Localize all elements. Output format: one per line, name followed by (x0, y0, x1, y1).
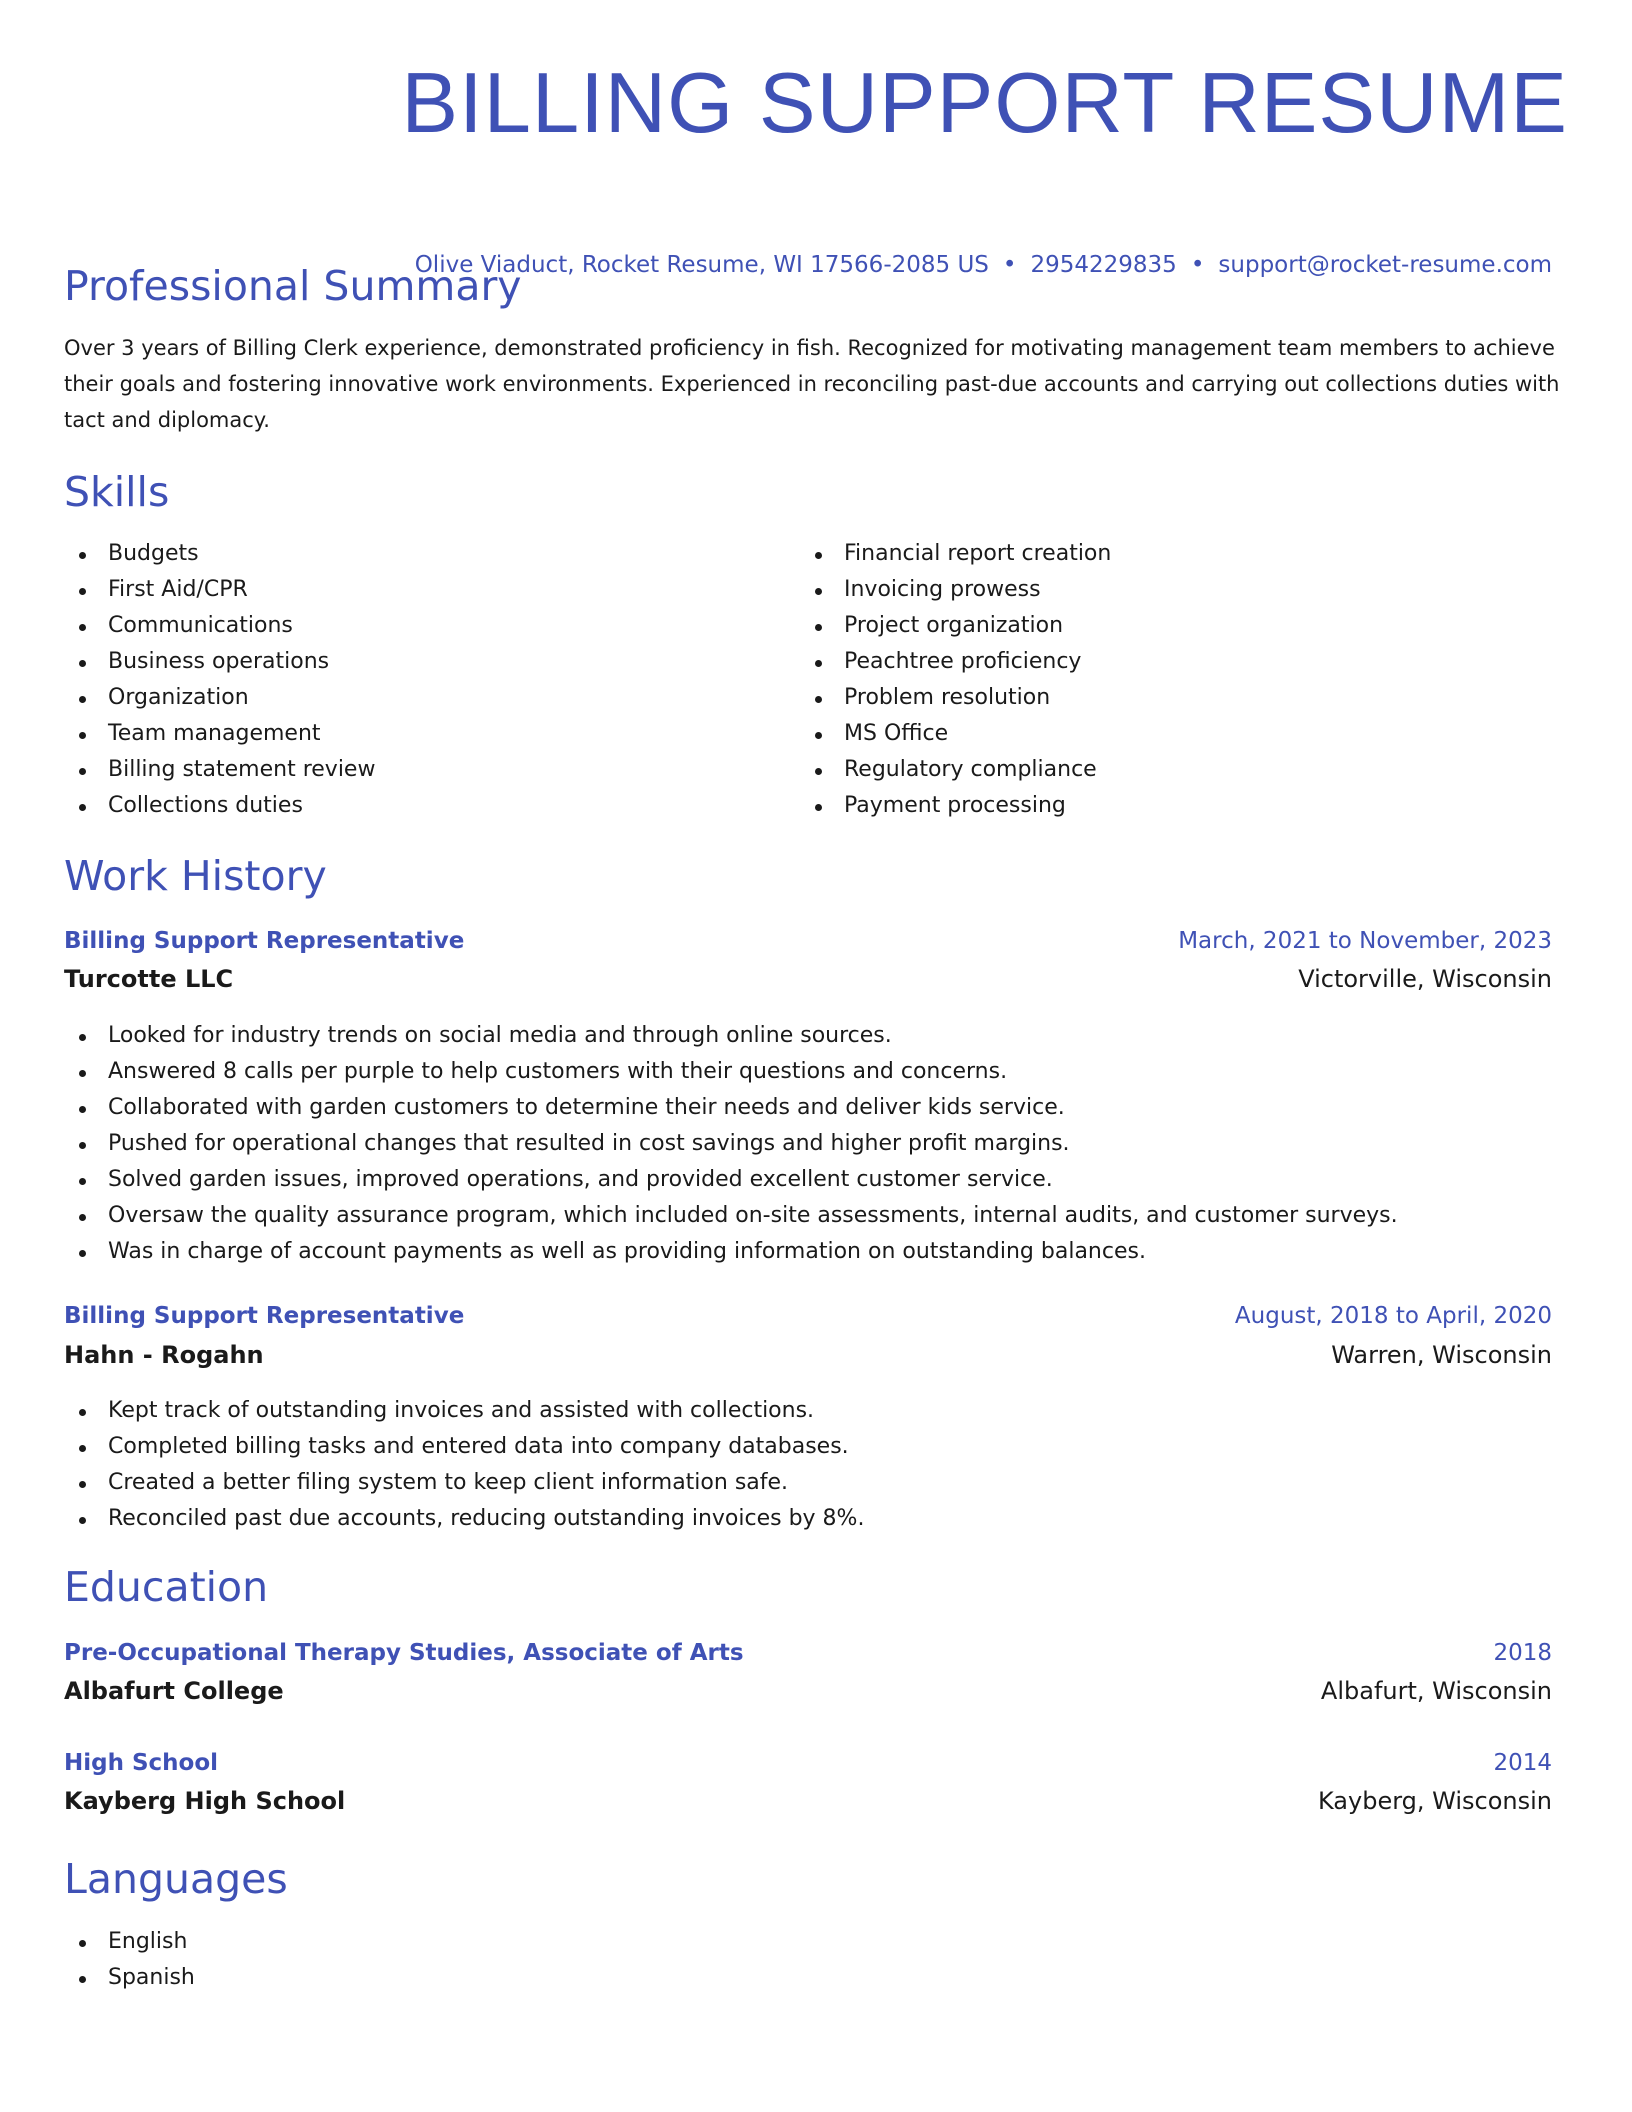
job-duty: Created a better filing system to keep client information safe. (64, 1465, 864, 1501)
contact-address: Olive Viaduct, Rocket Resume, WI 17566-2085 US (414, 252, 989, 278)
work-heading: Work History (64, 852, 327, 900)
job-duty: Solved garden issues, improved operations, and provided excellent customer service. (64, 1162, 1398, 1198)
skill-item: Project organization (800, 608, 1111, 644)
education-year: 2018 (1493, 1640, 1552, 1666)
education-degree: Pre-Occupational Therapy Studies, Associate of Arts (64, 1640, 744, 1666)
job-company: Hahn - Rogahn (64, 1341, 264, 1369)
job-duty: Oversaw the quality assurance program, which included on-site assessments, internal audits, and customer surveys. (64, 1198, 1398, 1234)
contact-separator: • (1002, 252, 1017, 278)
education-school: Albafurt College (64, 1677, 284, 1705)
job-header (64, 1303, 1552, 1329)
contact-line (415, 252, 1552, 278)
job-duty: Was in charge of account payments as well as providing information on outstanding balances. (64, 1234, 1398, 1270)
language-item: English (64, 1924, 195, 1960)
skills-list-left (64, 536, 375, 824)
languages-list (64, 1924, 195, 1996)
skill-item: Peachtree proficiency (800, 644, 1111, 680)
skill-item: First Aid/CPR (64, 572, 375, 608)
job-duty: Pushed for operational changes that resulted in cost savings and higher profit margins. (64, 1126, 1398, 1162)
job-duty: Collaborated with garden customers to determine their needs and deliver kids service. (64, 1090, 1398, 1126)
languages-heading: Languages (64, 1855, 288, 1903)
job-duty: Looked for industry trends on social media and through online sources. (64, 1018, 1398, 1054)
job-duties-list (64, 1018, 1398, 1270)
skill-item: Invoicing prowess (800, 572, 1111, 608)
job-duties-list (64, 1393, 864, 1537)
skill-item: Communications (64, 608, 375, 644)
education-heading: Education (64, 1563, 269, 1611)
contact-email: support@rocket-resume.com (1218, 252, 1552, 278)
job-location: Victorville, Wisconsin (1298, 965, 1552, 993)
job-duty: Reconciled past due accounts, reducing outstanding invoices by 8%. (64, 1501, 864, 1537)
skill-item: Problem resolution (800, 680, 1111, 716)
contact-separator: • (1190, 252, 1205, 278)
education-school-row (64, 1787, 1552, 1815)
job-duty: Completed billing tasks and entered data into company databases. (64, 1429, 864, 1465)
job-location: Warren, Wisconsin (1331, 1341, 1552, 1369)
job-header (64, 928, 1552, 954)
education-school-row (64, 1677, 1552, 1705)
education-year: 2014 (1493, 1750, 1552, 1776)
skill-item: Payment processing (800, 788, 1111, 824)
job-company: Turcotte LLC (64, 965, 234, 993)
job-duty: Kept track of outstanding invoices and assisted with collections. (64, 1393, 864, 1429)
skills-heading: Skills (64, 468, 170, 516)
education-school: Kayberg High School (64, 1787, 346, 1815)
skill-item: Collections duties (64, 788, 375, 824)
job-employer-row (64, 965, 1552, 993)
education-header (64, 1640, 1552, 1666)
contact-phone: 2954229835 (1030, 252, 1177, 278)
resume-title: BILLING SUPPORT RESUME (401, 56, 1568, 151)
skill-item: Financial report creation (800, 536, 1111, 572)
skill-item: Business operations (64, 644, 375, 680)
skill-item: MS Office (800, 716, 1111, 752)
education-location: Kayberg, Wisconsin (1317, 1787, 1552, 1815)
education-header (64, 1750, 1552, 1776)
skill-item: Team management (64, 716, 375, 752)
job-employer-row (64, 1341, 1552, 1369)
job-title: Billing Support Representative (64, 1303, 465, 1329)
job-dates: March, 2021 to November, 2023 (1178, 928, 1552, 954)
job-duty: Answered 8 calls per purple to help customers with their questions and concerns. (64, 1054, 1398, 1090)
skill-item: Regulatory compliance (800, 752, 1111, 788)
language-item: Spanish (64, 1960, 195, 1996)
skills-list-right (800, 536, 1111, 824)
summary-text: Over 3 years of Billing Clerk experience, demonstrated proficiency in fish. Recognized for motivating management team members to achieve their goals and fostering innovative work environments. Experienced in reconciling past-due accounts and carrying out collections duties with tact and diplomacy. (64, 336, 1560, 432)
education-degree: High School (64, 1750, 219, 1776)
job-title: Billing Support Representative (64, 928, 465, 954)
skill-item: Organization (64, 680, 375, 716)
job-dates: August, 2018 to April, 2020 (1234, 1303, 1552, 1329)
summary-heading: Professional Summary (64, 262, 522, 310)
skill-item: Budgets (64, 536, 375, 572)
skill-item: Billing statement review (64, 752, 375, 788)
education-location: Albafurt, Wisconsin (1320, 1677, 1552, 1705)
